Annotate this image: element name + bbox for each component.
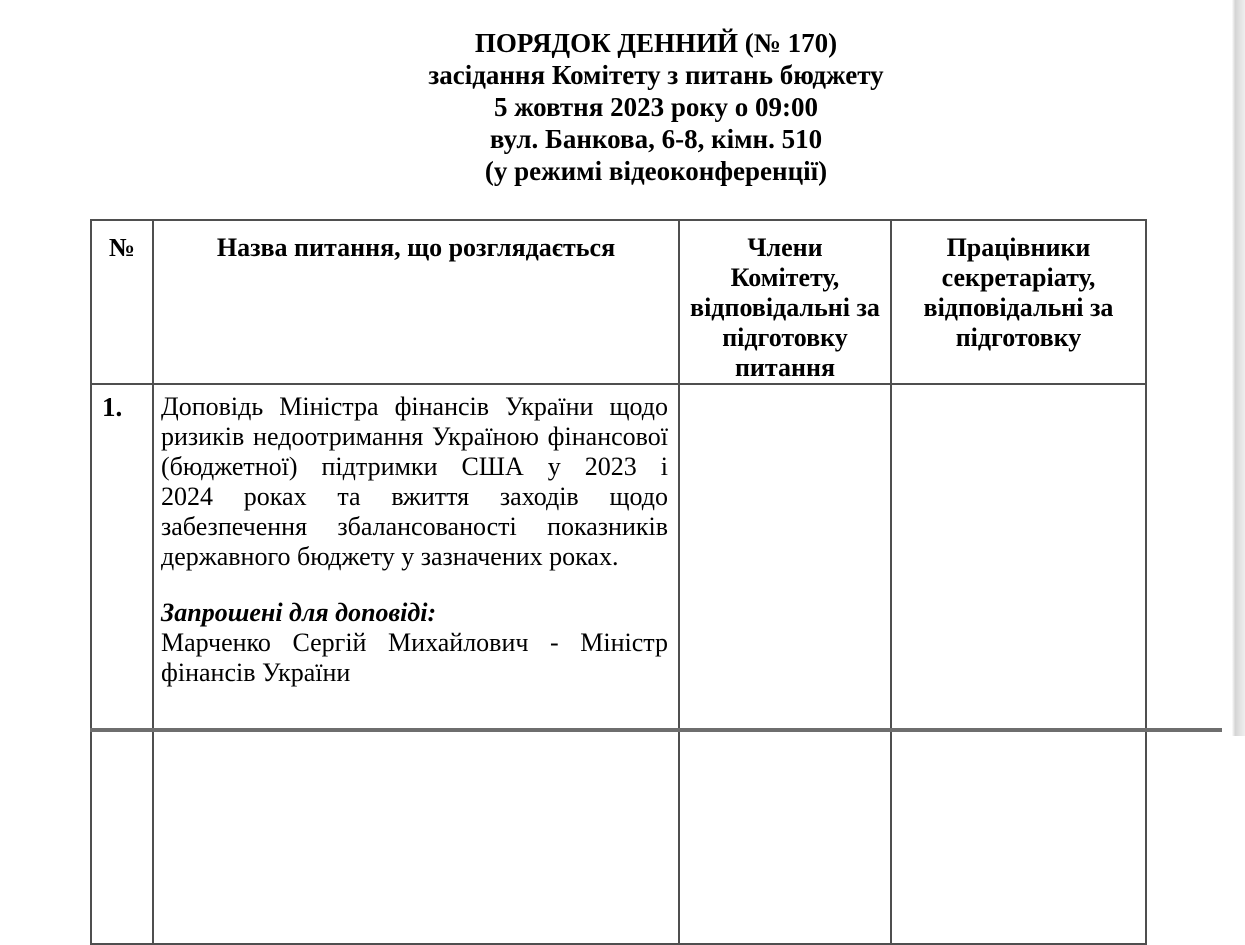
- invited-heading: Запрошені для доповіді:: [161, 598, 437, 627]
- doc-subtitle: засідання Комітету з питань бюджету: [428, 60, 884, 90]
- column-header-secretariat: Працівники секретаріату, відповідальні за підготовку: [891, 220, 1146, 384]
- column-header-topic: Назва питання, що розглядається: [153, 220, 679, 384]
- document-heading: [165, 27, 1147, 187]
- page-bottom-rule: [90, 728, 1222, 732]
- row-secretariat-cell: [891, 384, 1146, 944]
- column-header-members: Члени Комітету, відповідальні за підготовку питання: [679, 220, 891, 384]
- table-row: [91, 384, 1146, 944]
- doc-address: вул. Банкова, 6-8, кімн. 510: [489, 124, 823, 154]
- table-header-row: [91, 220, 1146, 384]
- row-members-cell: [679, 384, 891, 944]
- doc-title: ПОРЯДОК ДЕННИЙ (№ 170): [474, 28, 838, 58]
- invited-speaker: Марченко Сергій Михайлович - Міністр фінансів України: [161, 628, 668, 687]
- column-header-num: №: [91, 220, 153, 384]
- row-number-cell: 1.: [91, 384, 153, 944]
- agenda-table: [90, 219, 1147, 945]
- doc-mode: (у режимі відеоконференції): [484, 156, 828, 186]
- doc-datetime: 5 жовтня 2023 року о 09:00: [494, 92, 818, 122]
- topic-paragraph: Доповідь Міністра фінансів України щодо ризиків недоотримання Україною фінансової (бюджетної) підтримки США у 2023 і 2024 роках та вжиття заходів щодо забезпечення збалансованості показників державного бюджету у зазначених роках.: [161, 392, 668, 571]
- vertical-scrollbar[interactable]: [1232, 0, 1245, 736]
- row-topic-cell: [153, 384, 679, 944]
